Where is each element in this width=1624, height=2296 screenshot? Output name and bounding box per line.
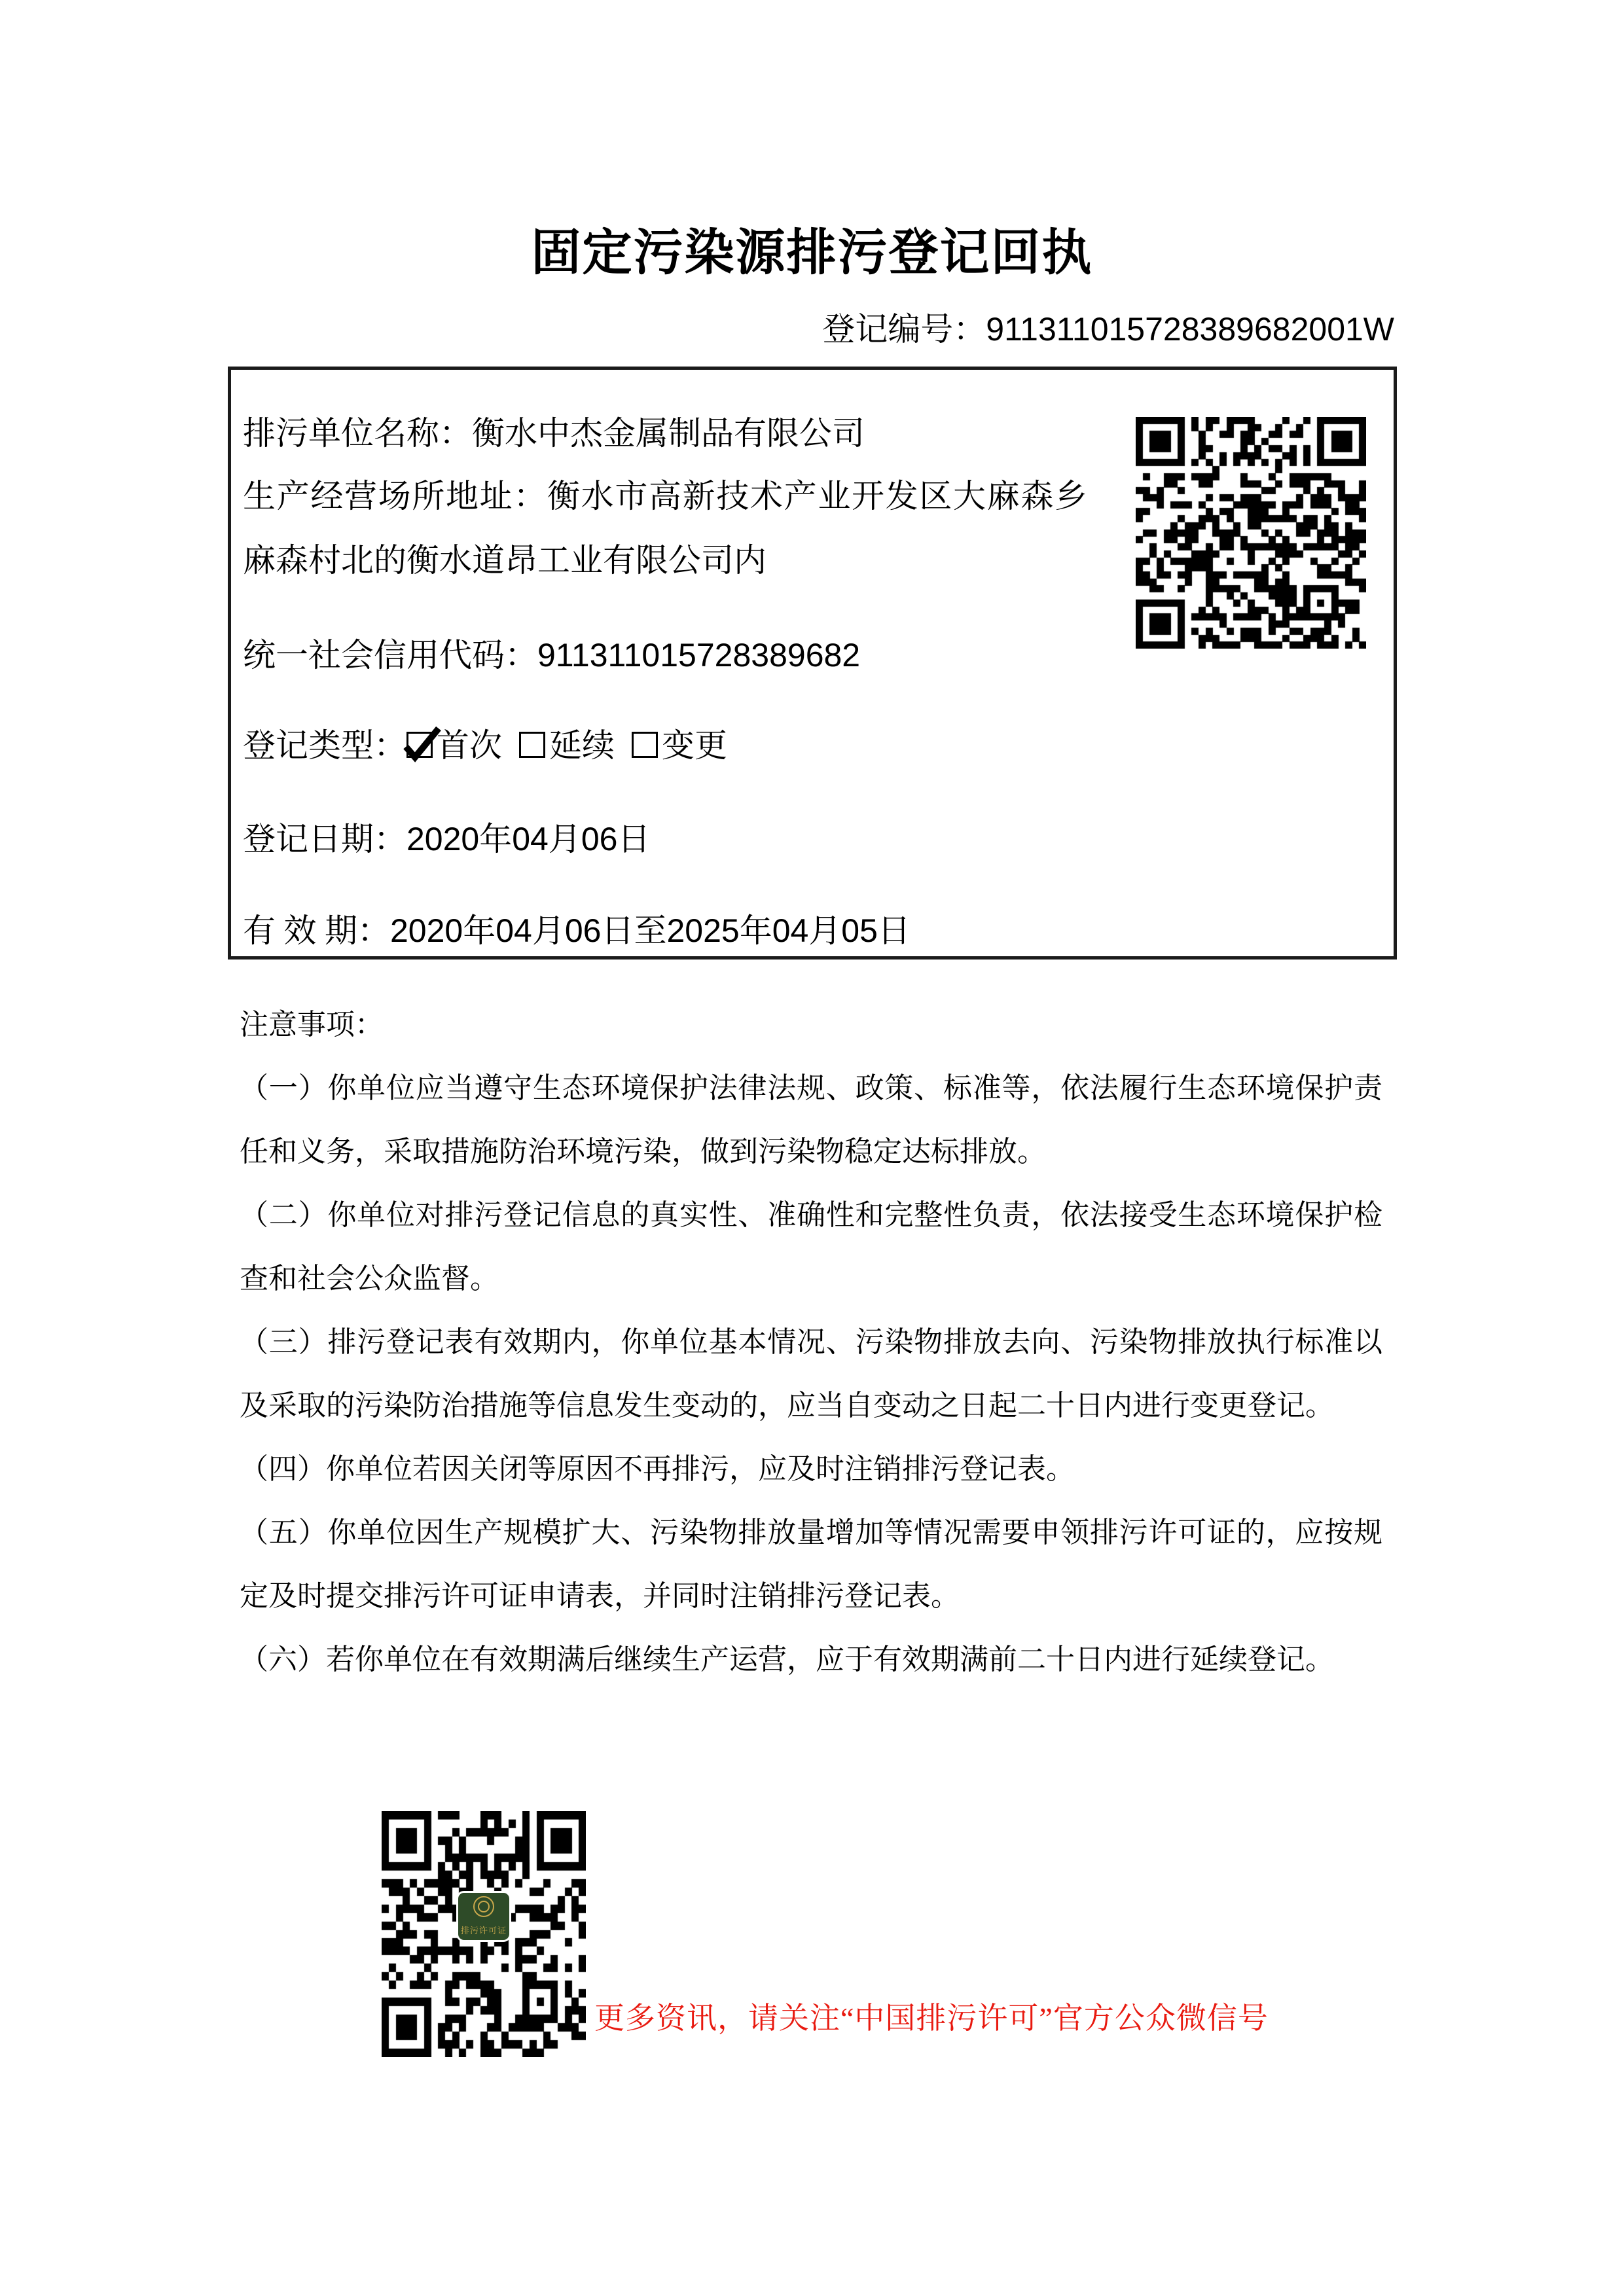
- registration-number-value: 911311015728389682001W: [986, 311, 1394, 348]
- checkbox-checked-icon: [406, 732, 433, 758]
- permit-logo: [456, 1891, 511, 1942]
- address-value: 衡水市高新技术产业开发区大麻森乡麻森村北的衡水道昂工业有限公司内: [243, 478, 1087, 579]
- note-item-1: （一）你单位应当遵守生态环境保护法律法规、政策、标准等，依法履行生态环境保护责任和义务，采取措施防治环境污染，做到污染物稳定达标排放。: [240, 1072, 1382, 1168]
- credit-code-label: 统一社会信用代码：: [243, 637, 537, 673]
- unit-name-value: 衡水中杰金属制品有限公司: [472, 415, 865, 452]
- option-change: [632, 727, 727, 764]
- wechat-qr-code: [382, 1811, 586, 2057]
- registration-number-line: [822, 303, 1394, 350]
- field-registration-date: [243, 807, 650, 871]
- checkbox-unchecked-icon: [519, 732, 545, 758]
- option-change-label: 变更: [662, 727, 727, 764]
- checkbox-unchecked-icon: [632, 732, 658, 758]
- note-item-5: （五）你单位因生产规模扩大、污染物排放量增加等情况需要申领排污许可证的，应按规定及时提交排污许可证申请表，并同时注销排污登记表。: [240, 1516, 1382, 1612]
- page-title: 固定污染源排污登记回执: [531, 226, 1093, 281]
- permit-logo-text: 排污许可证: [460, 1926, 507, 1935]
- valid-period-label: 有 效 期：: [243, 912, 390, 949]
- field-valid-period: [243, 899, 911, 963]
- registration-type-label: 登记类型：: [243, 727, 406, 764]
- address-label: 生产经营场所地址：: [243, 478, 547, 514]
- footer-notice: 更多资讯，请关注“中国排污许可”官方公众微信号: [594, 2001, 1269, 2035]
- field-registration-type: [243, 713, 744, 778]
- national-emblem-icon: [473, 1896, 494, 1917]
- registration-qr-code: [1136, 417, 1366, 649]
- note-item-2: （二）你单位对排污登记信息的真实性、准确性和完整性负责，依法接受生态环境保护检查和社会公众监督。: [240, 1199, 1382, 1295]
- option-renewal: [519, 727, 615, 764]
- registration-number-label: 登记编号：: [822, 311, 986, 348]
- note-item-4: （四）你单位若因关闭等原因不再排污，应及时注销排污登记表。: [240, 1453, 1075, 1485]
- notes-section: [240, 993, 1382, 1691]
- registration-date-value: 2020年04月06日: [406, 821, 651, 857]
- credit-code-value: 911311015728389682: [537, 637, 861, 673]
- field-credit-code: [243, 623, 860, 687]
- option-first-time-label: 首次: [437, 727, 502, 764]
- unit-name-label: 排污单位名称：: [243, 415, 472, 452]
- note-item-3: （三）排污登记表有效期内，你单位基本情况、污染物排放去向、污染物排放执行标准以及采取的污染防治措施等信息发生变动的，应当自变动之日起二十日内进行变更登记。: [240, 1326, 1382, 1422]
- field-unit-name: [243, 401, 865, 465]
- valid-period-value: 2020年04月06日至2025年04月05日: [390, 912, 911, 949]
- notes-heading: 注意事项：: [240, 1009, 384, 1041]
- registration-date-label: 登记日期：: [243, 821, 406, 857]
- option-renewal-label: 延续: [549, 727, 615, 764]
- option-first-time: [406, 727, 502, 764]
- note-item-6: （六）若你单位在有效期满后继续生产运营，应于有效期满前二十日内进行延续登记。: [240, 1643, 1334, 1676]
- field-address: [243, 464, 1087, 592]
